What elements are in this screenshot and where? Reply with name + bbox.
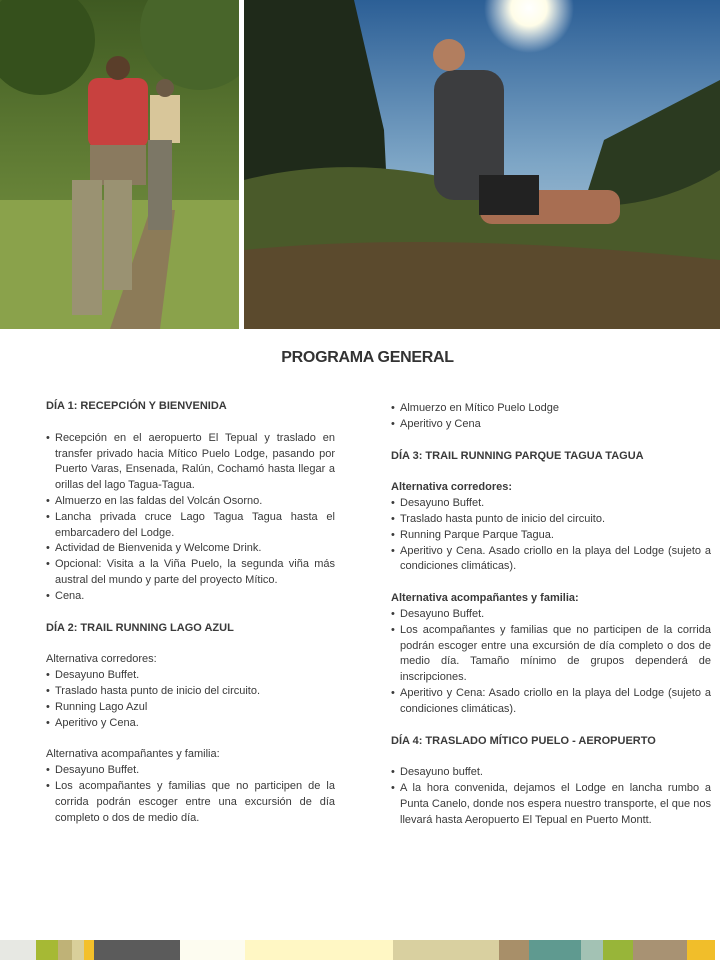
stripe-segment: [245, 940, 393, 960]
list-item: • Los acompañantes y familias que no participen de la corrida podrán escoger entre una excursión de día completo o dos de medio día. Tamaño mínimo de grupos dependerá de inscripciones.: [391, 623, 711, 686]
left-column: [46, 399, 335, 826]
day3-family-label: Alternativa acompañantes y familia:: [391, 592, 579, 605]
stripe-segment: [94, 940, 180, 960]
day1-heading: DÍA 1: RECEPCIÓN Y BIENVENIDA: [46, 400, 227, 412]
color-stripe: [0, 940, 720, 960]
day3-runners-list: [391, 496, 711, 575]
list-item: • Aperitivo y Cena: [391, 417, 711, 433]
day2-heading: DÍA 2: TRAIL RUNNING LAGO AZUL: [46, 621, 234, 634]
list-item: • Actividad de Bienvenida y Welcome Drink.: [46, 541, 335, 557]
stripe-segment: [529, 940, 581, 960]
list-item: • Desayuno buffet.: [391, 765, 711, 781]
day2-family-label: Alternativa acompañantes y familia:: [46, 748, 220, 761]
photo-runner: [244, 0, 720, 329]
day2-continued-list: [391, 401, 711, 433]
stripe-segment: [84, 940, 94, 960]
list-item: • Aperitivo y Cena.: [46, 716, 335, 732]
day2-family-list: [46, 763, 335, 826]
list-item: • A la hora convenida, dejamos el Lodge en lancha rumbo a Punta Canelo, donde nos espera nuestro transporte, el que nos llevará hasta Aeropuerto El Tepual en Puerto Montt.: [391, 781, 711, 828]
list-item: • Opcional: Visita a la Viña Puelo, la segunda viña más austral del mundo y parte del proyecto Mítico.: [46, 557, 335, 589]
list-item: • Recepción en el aeropuerto El Tepual y traslado en transfer privado hacia Mítico Puelo Lodge, pasando por Puerto Varas, Ensenada, Ralún, Cochamó hasta llegar a orillas del lago Tagua-Tagua.: [46, 431, 335, 494]
day3-family-list: [391, 607, 711, 718]
photo-hikers: [0, 0, 239, 329]
list-item: • Desayuno Buffet.: [391, 496, 711, 512]
stripe-segment: [0, 940, 36, 960]
day2-runners-label: Alternativa corredores:: [46, 653, 157, 666]
list-item: • Cena.: [46, 589, 335, 605]
list-item: • Running Lago Azul: [46, 700, 335, 716]
list-item: • Traslado hasta punto de inicio del circuito.: [391, 512, 711, 528]
list-item: • Desayuno Buffet.: [391, 607, 711, 623]
stripe-segment: [58, 940, 72, 960]
list-item: • Lancha privada cruce Lago Tagua Tagua hasta el embarcadero del Lodge.: [46, 510, 335, 542]
list-item: • Desayuno Buffet.: [46, 763, 335, 779]
page-title: PROGRAMA GENERAL: [281, 349, 454, 366]
stripe-segment: [499, 940, 529, 960]
day1-list: [46, 431, 335, 605]
day2-runners-list: [46, 668, 335, 731]
list-item: • Traslado hasta punto de inicio del circuito.: [46, 684, 335, 700]
day4-heading: DÍA 4: TRASLADO MÍTICO PUELO - AEROPUERTO: [391, 734, 656, 747]
stripe-segment: [36, 940, 58, 960]
list-item: • Desayuno Buffet.: [46, 668, 335, 684]
stripe-segment: [393, 940, 499, 960]
stripe-segment: [687, 940, 715, 960]
day3-runners-label: Alternativa corredores:: [391, 481, 513, 494]
stripe-segment: [180, 940, 245, 960]
day3-heading: DÍA 3: TRAIL RUNNING PARQUE TAGUA TAGUA: [391, 449, 644, 462]
right-column: [391, 401, 711, 829]
list-item: • Running Parque Parque Tagua.: [391, 528, 711, 544]
stripe-segment: [633, 940, 687, 960]
list-item: • Almuerzo en las faldas del Volcán Osorno.: [46, 494, 335, 510]
list-item: • Aperitivo y Cena: Asado criollo en la playa del Lodge (sujeto a condiciones climáticas).: [391, 686, 711, 718]
stripe-segment: [72, 940, 84, 960]
day4-list: [391, 765, 711, 828]
list-item: • Los acompañantes y familias que no participen de la corrida podrán escoger entre una excursión de día completo o dos de medio día.: [46, 779, 335, 826]
list-item: • Almuerzo en Mítico Puelo Lodge: [391, 401, 711, 417]
stripe-segment: [603, 940, 633, 960]
stripe-segment: [715, 940, 720, 960]
stripe-segment: [581, 940, 603, 960]
list-item: • Aperitivo y Cena. Asado criollo en la playa del Lodge (sujeto a condiciones climáticas).: [391, 544, 711, 576]
